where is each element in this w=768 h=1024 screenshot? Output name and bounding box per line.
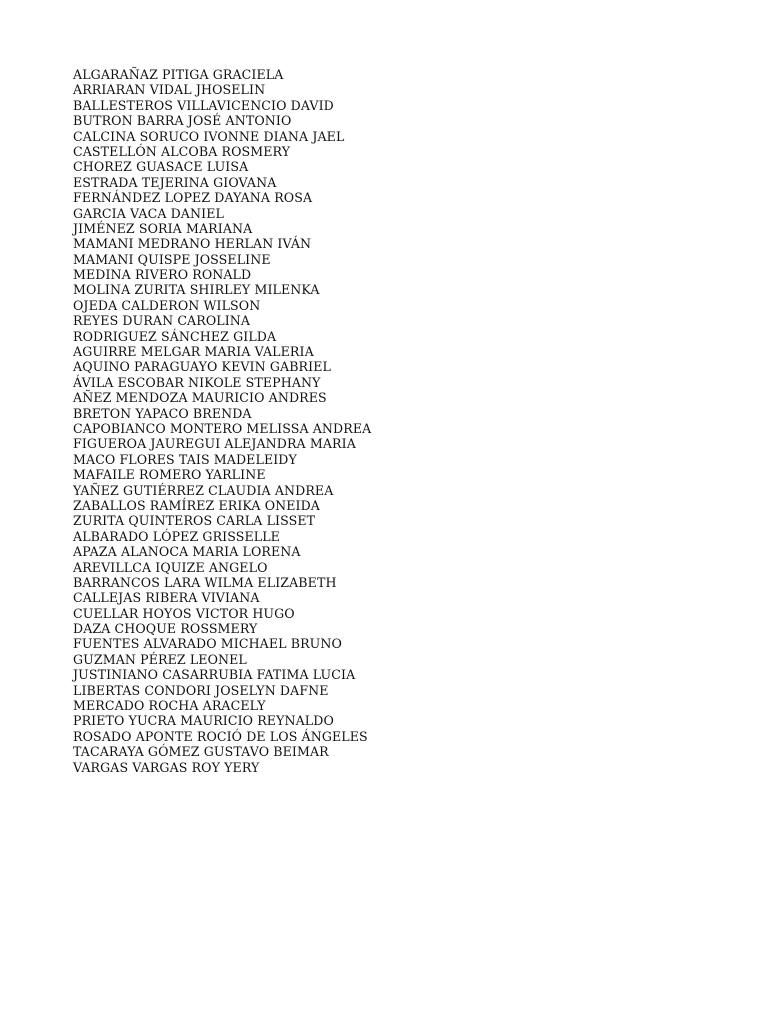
list-item: CHOREZ GUASACE LUISA bbox=[73, 159, 249, 175]
list-item: GUZMAN PÉREZ LEONEL bbox=[73, 651, 247, 667]
list-item: CASTELLÓN ALCOBA ROSMERY bbox=[73, 143, 291, 159]
list-item: TACARAYA GÓMEZ GUSTAVO BEIMAR bbox=[73, 744, 329, 760]
list-item: VARGAS VARGAS ROY YERY bbox=[73, 759, 260, 775]
list-item: JUSTINIANO CASARRUBIA FATIMA LUCIA bbox=[73, 667, 356, 683]
list-item: CALLEJAS RIBERA VIVIANA bbox=[73, 590, 260, 606]
list-item: ROSADO APONTE ROCIÓ DE LOS ÁNGELES bbox=[73, 728, 368, 744]
list-item: ESTRADA TEJERINA GIOVANA bbox=[73, 174, 277, 190]
list-item: BUTRON BARRA JOSÉ ANTONIO bbox=[73, 113, 292, 129]
list-item: APAZA ALANOCA MARIA LORENA bbox=[73, 544, 301, 560]
list-item: ALBARADO LÓPEZ GRISSELLE bbox=[73, 528, 280, 544]
list-item: YAÑEZ GUTIÉRREZ CLAUDIA ANDREA bbox=[73, 482, 334, 498]
list-item: BALLESTEROS VILLAVICENCIO DAVID bbox=[73, 97, 334, 113]
list-item: ZURITA QUINTEROS CARLA LISSET bbox=[73, 513, 316, 529]
list-item: MERCADO ROCHA ARACELY bbox=[73, 698, 266, 714]
list-item: BARRANCOS LARA WILMA ELIZABETH bbox=[73, 574, 337, 590]
list-item: MOLINA ZURITA SHIRLEY MILENKA bbox=[73, 282, 320, 298]
list-item: ÁVILA ESCOBAR NIKOLE STEPHANY bbox=[73, 374, 321, 390]
list-item: ALGARAÑAZ PITIGA GRACIELA bbox=[73, 67, 284, 82]
list-item: AGUIRRE MELGAR MARIA VALERIA bbox=[73, 344, 314, 360]
list-item: PRIETO YUCRA MAURICIO REYNALDO bbox=[73, 713, 334, 729]
list-item: ARRIARAN VIDAL JHOSELIN bbox=[73, 82, 266, 98]
list-item: RODRIGUEZ SÁNCHEZ GILDA bbox=[73, 328, 277, 344]
list-item: MACO FLORES TAIS MADELEIDY bbox=[73, 451, 297, 467]
list-item: OJEDA CALDERON WILSON bbox=[73, 297, 261, 313]
list-item: MAMANI QUISPE JOSSELINE bbox=[73, 251, 271, 267]
list-item: MAFAILE ROMERO YARLINE bbox=[73, 467, 266, 483]
list-item: MAMANI MEDRANO HERLAN IVÁN bbox=[73, 236, 312, 252]
list-item: GARCIA VACA DANIEL bbox=[73, 205, 224, 221]
list-item: FERNÁNDEZ LOPEZ DAYANA ROSA bbox=[73, 190, 313, 206]
list-item: DAZA CHOQUE ROSSMERY bbox=[73, 621, 258, 637]
list-item: AQUINO PARAGUAYO KEVIN GABRIEL bbox=[73, 359, 331, 375]
list-item: CAPOBIANCO MONTERO MELISSA ANDREA bbox=[73, 420, 372, 436]
list-item: MEDINA RIVERO RONALD bbox=[73, 267, 252, 283]
list-item: CALCINA SORUCO IVONNE DIANA JAEL bbox=[73, 128, 345, 144]
list-item: BRETON YAPACO BRENDA bbox=[73, 405, 252, 421]
list-item: FIGUEROA JAUREGUI ALEJANDRA MARIA bbox=[73, 436, 356, 452]
list-item: FUENTES ALVARADO MICHAEL BRUNO bbox=[73, 636, 342, 652]
list-item: CUELLAR HOYOS VICTOR HUGO bbox=[73, 605, 295, 621]
list-item: REYES DURAN CAROLINA bbox=[73, 313, 251, 329]
list-item: ZABALLOS RAMÍREZ ERIKA ONEIDA bbox=[73, 497, 321, 513]
name-list bbox=[73, 67, 371, 775]
list-item: JIMÉNEZ SORIA MARIANA bbox=[73, 220, 253, 236]
list-item: LIBERTAS CONDORI JOSELYN DAFNE bbox=[73, 682, 329, 698]
list-item: AREVILLCA IQUIZE ANGELO bbox=[73, 559, 268, 575]
list-item: AÑEZ MENDOZA MAURICIO ANDRES bbox=[73, 390, 327, 406]
